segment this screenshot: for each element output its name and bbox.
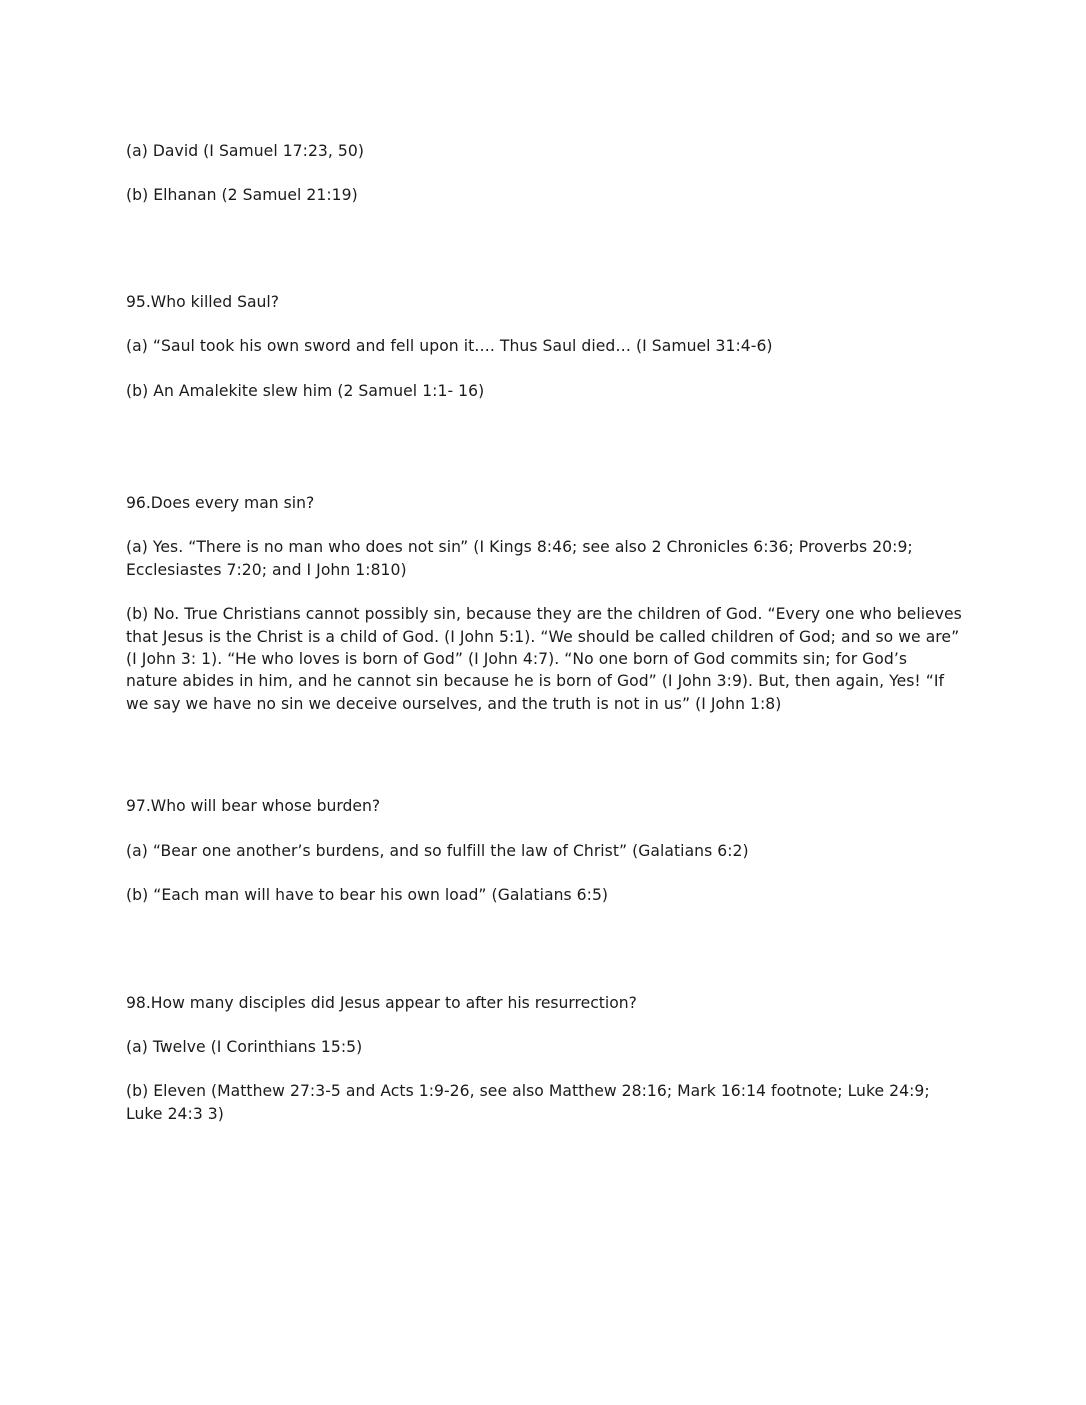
qa-block [126, 140, 962, 207]
answer-a: (a) “Saul took his own sword and fell upon it…. Thus Saul died… (I Samuel 31:4-6) [126, 337, 773, 356]
answer-b: (b) “Each man will have to bear his own load” (Galatians 6:5) [126, 886, 609, 905]
answer-b: (b) Elhanan (2 Samuel 21:19) [126, 186, 358, 205]
answer-b: (b) Eleven (Matthew 27:3-5 and Acts 1:9-26, see also Matthew 28:16; Mark 16:14 footnote; Luke 24:9; Luke 24:3 3) [126, 1082, 930, 1123]
answer-a: (a) “Bear one another’s burdens, and so fulfill the law of Christ” (Galatians 6:2) [126, 841, 749, 860]
question-heading: 95.Who killed Saul? [126, 292, 280, 311]
answer-a: (a) Twelve (I Corinthians 15:5) [126, 1037, 363, 1056]
answer-b: (b) No. True Christians cannot possibly sin, because they are the children of God. “Every one who believes that Jesus is the Christ is a child of God. (I John 5:1). “We should be called children of God; and so we are” (I John 3: 1). “He who loves is born of God” (I John 4:7). “No one born of God commits sin; for God’s nature abides in him, and he cannot sin because he is born of God” (I John 3:9). But, then again, Yes! “If we say we have no sin we deceive ourselves, and the truth is not in us” (I John 1:8) [126, 605, 962, 713]
answer-b: (b) An Amalekite slew him (2 Samuel 1:1- 16) [126, 381, 485, 400]
question-heading: 97.Who will bear whose burden? [126, 797, 381, 816]
answer-a: (a) Yes. “There is no man who does not sin” (I Kings 8:46; see also 2 Chronicles 6:36; Proverbs 20:9; Ecclesiastes 7:20; and I John 1:810) [126, 538, 913, 579]
qa-block [126, 795, 962, 906]
qa-block [126, 992, 962, 1126]
question-heading: 96.Does every man sin? [126, 494, 315, 513]
qa-block [126, 492, 962, 715]
question-heading: 98.How many disciples did Jesus appear to after his resurrection? [126, 993, 637, 1012]
answer-a: (a) David (I Samuel 17:23, 50) [126, 142, 364, 160]
document-body [126, 140, 962, 1125]
qa-block [126, 291, 962, 402]
